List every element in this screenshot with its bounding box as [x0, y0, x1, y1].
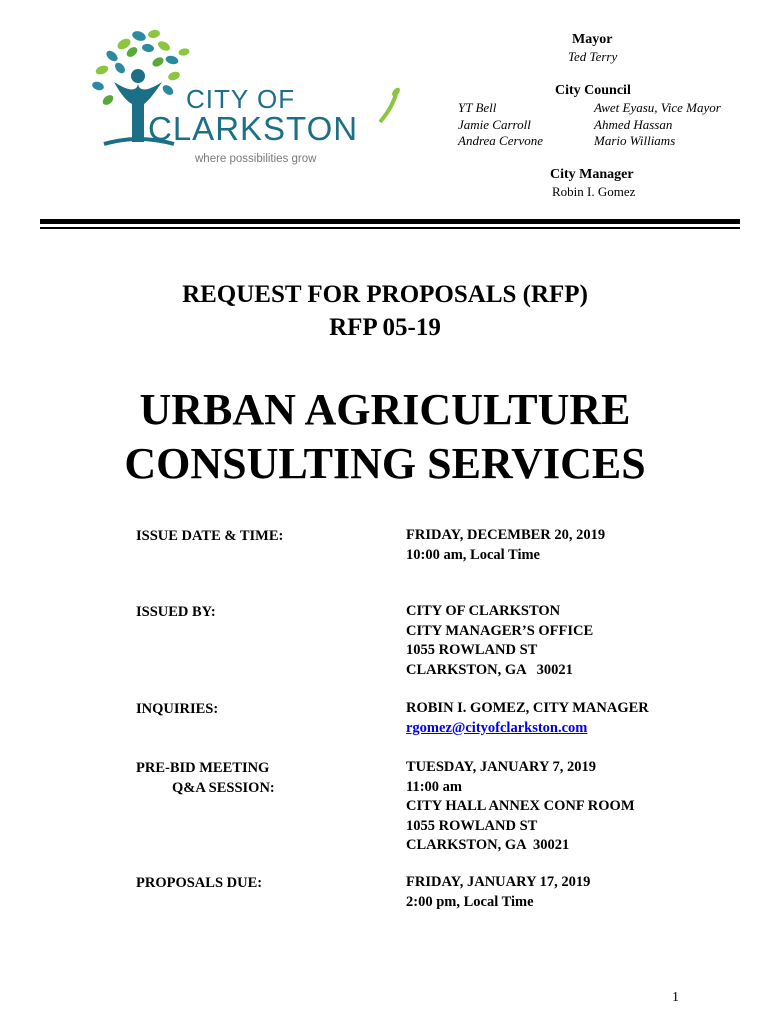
council-member: YT Bell: [458, 100, 497, 115]
value-line: CITY HALL ANNEX CONF ROOM: [406, 798, 635, 814]
rfp-title-line1: REQUEST FOR PROPOSALS (RFP): [182, 281, 588, 308]
proposals-due-label: PROPOSALS DUE:: [136, 875, 263, 891]
council-member: Mario Williams: [594, 133, 676, 148]
value-line: 1055 ROWLAND ST: [406, 817, 538, 834]
value-line: CLARKSTON, GA 30021: [406, 661, 573, 678]
inquiries-label: INQUIRIES:: [136, 701, 219, 717]
mayor-heading: Mayor: [572, 32, 613, 47]
value-line: CITY MANAGER’S OFFICE: [406, 622, 594, 639]
council-member: Jamie Carroll: [458, 116, 531, 132]
council-left-list: [458, 100, 543, 150]
issued-by-label: ISSUED BY:: [136, 604, 216, 620]
rfp-title-line2: RFP 05-19: [329, 314, 441, 341]
page-number: 1: [672, 990, 679, 1005]
prebid-label: [136, 758, 275, 798]
manager-name: Robin I. Gomez: [552, 184, 636, 199]
value-line: CLARKSTON, GA 30021: [406, 837, 570, 853]
value-line: 11:00 am: [406, 778, 462, 795]
logo-tagline: where possibilities grow: [195, 153, 317, 165]
prebid-value: [406, 758, 635, 856]
main-title-line1: URBAN AGRICULTURE: [139, 385, 631, 434]
inquiries-email-link[interactable]: rgomez@cityofclarkston.com: [406, 719, 588, 736]
value-line: TUESDAY, JANUARY 7, 2019: [406, 759, 597, 775]
value-line: FRIDAY, DECEMBER 20, 2019: [406, 527, 606, 543]
value-line: FRIDAY, JANUARY 17, 2019: [406, 874, 591, 890]
value-line: 10:00 am, Local Time: [406, 546, 540, 563]
council-right-list: [594, 100, 721, 150]
manager-heading: City Manager: [550, 167, 634, 182]
council-heading: City Council: [555, 83, 631, 98]
council-member: Awet Eyasu, Vice Mayor: [594, 100, 721, 115]
inquiries-value: [406, 699, 649, 738]
value-line: CITY OF CLARKSTON: [406, 603, 561, 619]
logo-clarkston: CLARKSTON: [148, 110, 359, 147]
value-line: ROBIN I. GOMEZ, CITY MANAGER: [406, 700, 649, 716]
council-member: Andrea Cervone: [458, 133, 544, 148]
header-rule-thin: [40, 227, 740, 229]
proposals-due-value: [406, 873, 590, 912]
value-line: 2:00 pm, Local Time: [406, 893, 534, 910]
council-member: Ahmed Hassan: [594, 116, 673, 132]
issued-by-value: [406, 602, 593, 680]
issue-date-label: ISSUE DATE & TIME:: [136, 528, 284, 544]
prebid-label-line2: Q&A SESSION:: [172, 780, 275, 796]
logo-city-of: CITY OF: [186, 84, 296, 114]
mayor-name: Ted Terry: [568, 49, 618, 64]
header-rule-thick: [40, 219, 740, 224]
value-line: 1055 ROWLAND ST: [406, 642, 538, 658]
issue-date-value: [406, 526, 605, 565]
main-title-line2: CONSULTING SERVICES: [124, 439, 646, 488]
prebid-label-line1: PRE-BID MEETING: [136, 760, 270, 776]
